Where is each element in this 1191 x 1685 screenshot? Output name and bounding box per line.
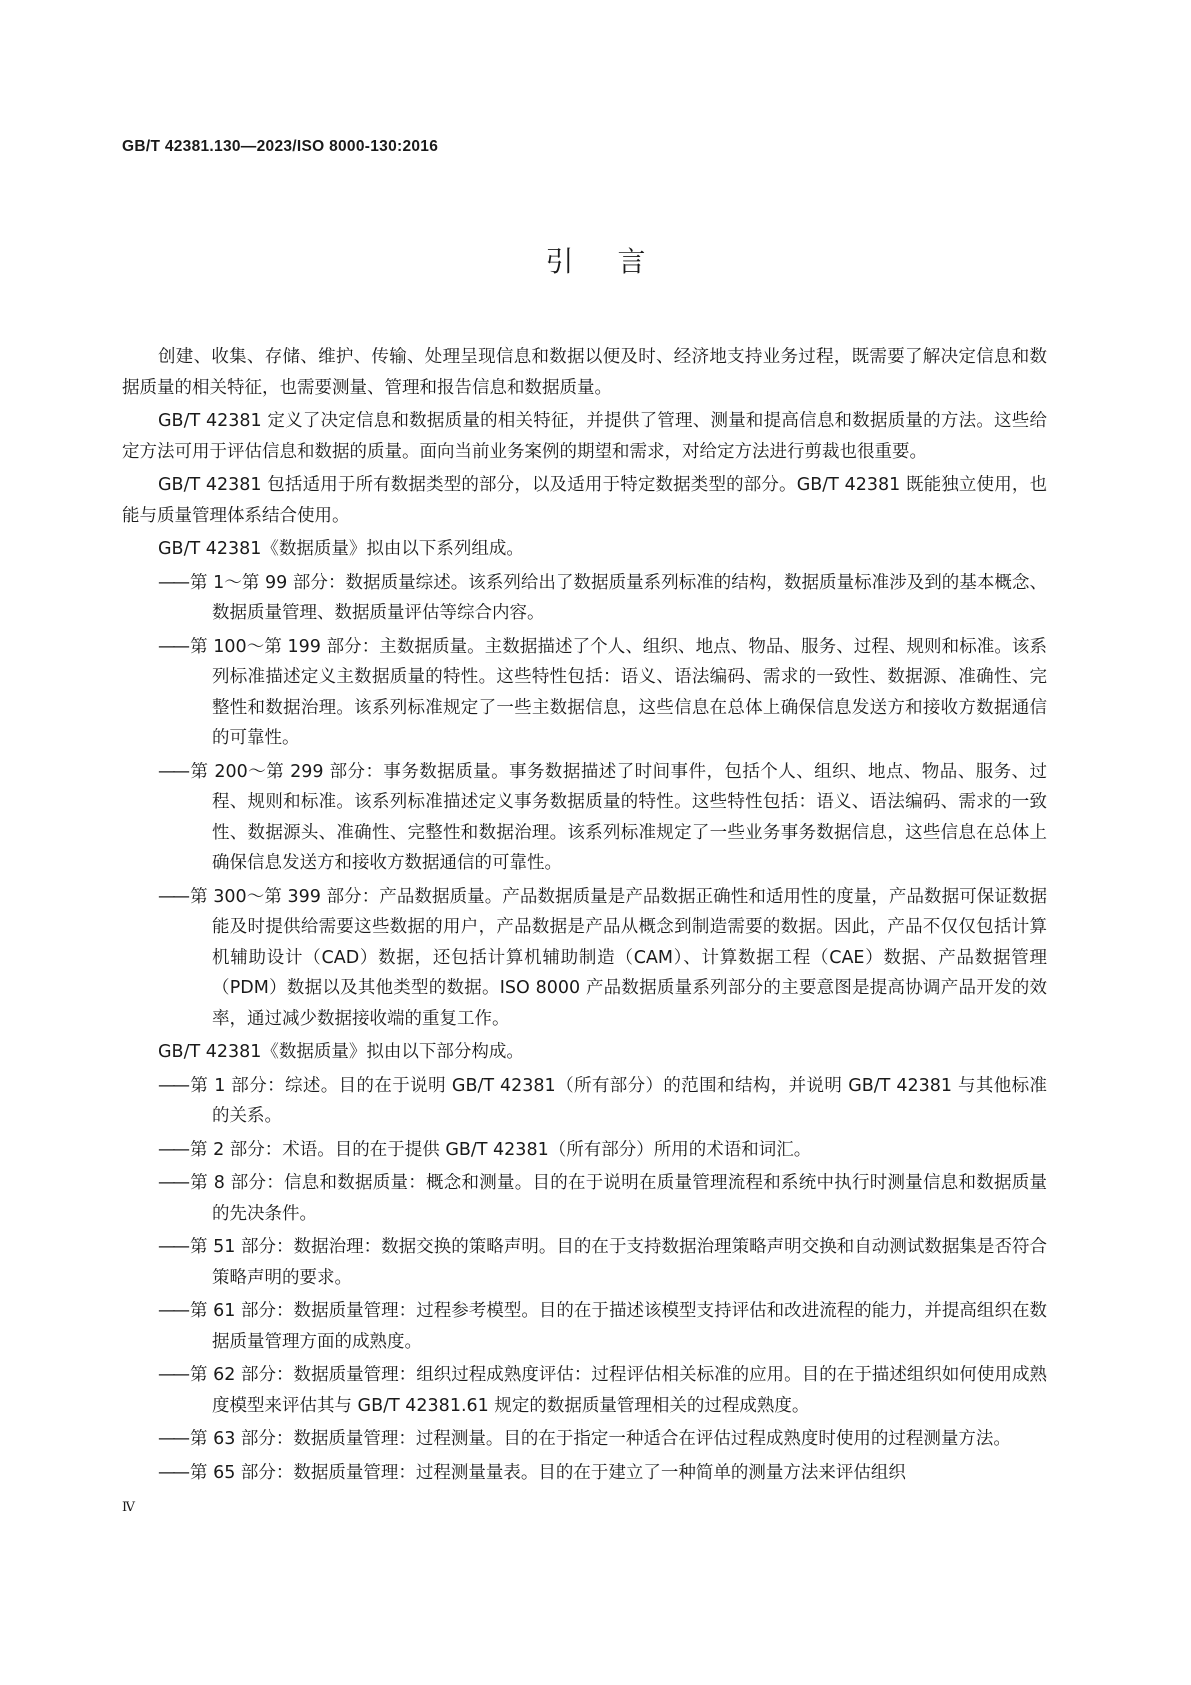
list-item <box>122 1424 1047 1455</box>
list-item-text: 第 1～第 99 部分：数据质量综述。该系列给出了数据质量系列标准的结构，数据质量标准涉及到的基本概念、数据质量管理、数据质量评估等综合内容。 <box>190 572 1047 623</box>
list-item <box>122 757 1047 879</box>
list-item-text: 第 2 部分：术语。目的在于提供 GB/T 42381（所有部分）所用的术语和词汇。 <box>190 1139 812 1160</box>
list-item-text: 第 51 部分：数据治理：数据交换的策略声明。目的在于支持数据治理策略声明交换和自动测试数据集是否符合策略声明的要求。 <box>190 1237 1047 1288</box>
list-item <box>122 632 1047 754</box>
page-title: 引言 <box>545 245 690 278</box>
list-item-text: 第 200～第 299 部分：事务数据质量。事务数据描述了时间事件，包括个人、组织、地点、物品、服务、过程、规则和标准。该系列标准描述定义事务数据质量的特性。这些特性包括：语义、语法编码、需求的一致性、数据源头、准确性、完整性和数据治理。该系列标准规定了一些业务事务数据信息，这些信息在总体上确保信息发送方和接收方数据通信的可靠性。 <box>190 761 1047 873</box>
introduction-body <box>122 342 1047 1491</box>
list-item <box>122 1168 1047 1229</box>
list-item-text: 第 8 部分：信息和数据质量：概念和测量。目的在于说明在质量管理流程和系统中执行时测量信息和数据质量的先决条件。 <box>190 1173 1047 1224</box>
list-item-text: 第 63 部分：数据质量管理：过程测量。目的在于指定一种适合在评估过程成熟度时使用的过程测量方法。 <box>190 1429 1011 1449</box>
list-item <box>122 1071 1047 1132</box>
list-dash: —— <box>158 886 187 907</box>
list-item-text: 第 65 部分：数据质量管理：过程测量量表。目的在于建立了一种简单的测量方法来评估组织 <box>190 1462 906 1483</box>
list-item-text: 第 1 部分：综述。目的在于说明 GB/T 42381（所有部分）的范围和结构，并说明 GB/T 42381 与其他标准的关系。 <box>190 1075 1047 1126</box>
list-item-text: 第 62 部分：数据质量管理：组织过程成熟度评估：过程评估相关标准的应用。目的在于描述组织如何使用成熟度模型来评估其与 GB/T 42381.61 规定的数据质量管理相关的过程成熟度。 <box>190 1365 1047 1416</box>
list-item-text: 第 61 部分：数据质量管理：过程参考模型。目的在于描述该模型支持评估和改进流程的能力，并提高组织在数据质量管理方面的成熟度。 <box>190 1301 1047 1352</box>
list-dash: —— <box>158 1173 187 1193</box>
list-dash: —— <box>158 572 187 593</box>
list-item <box>122 568 1047 629</box>
list-item <box>122 1458 1047 1489</box>
paragraph: GB/T 42381 包括适用于所有数据类型的部分，以及适用于特定数据类型的部分。GB/T 42381 既能独立使用，也能与质量管理体系结合使用。 <box>122 475 1047 526</box>
list-dash: —— <box>158 1365 187 1385</box>
list-dash: —— <box>158 1429 187 1449</box>
paragraph: 创建、收集、存储、维护、传输、处理呈现信息和数据以便及时、经济地支持业务过程，既需要了解决定信息和数据质量的相关特征，也需要测量、管理和报告信息和数据质量。 <box>122 347 1047 398</box>
paragraph: GB/T 42381《数据质量》拟由以下部分构成。 <box>158 1042 524 1062</box>
list-dash: —— <box>158 1301 187 1321</box>
list-dash: —— <box>158 761 187 782</box>
list-dash: —— <box>158 636 187 657</box>
list-item <box>122 1232 1047 1293</box>
list-item <box>122 1135 1047 1166</box>
list-dash: —— <box>158 1139 187 1160</box>
list-item-text: 第 300～第 399 部分：产品数据质量。产品数据质量是产品数据正确性和适用性的度量，产品数据可保证数据能及时提供给需要这些数据的用户，产品数据是产品从概念到制造需要的数据。因此，产品不仅仅包括计算机辅助设计（CAD）数据，还包括计算机辅助制造（CAM）、计算数据工程（CAE）数据、产品数据管理（PDM）数据以及其他类型的数据。ISO 8000 产品数据质量系列部分的主要意图是提高协调产品开发的效率，通过减少数据接收端的重复工作。 <box>190 886 1047 1029</box>
list-dash: —— <box>158 1462 187 1483</box>
list-item <box>122 882 1047 1035</box>
list-item <box>122 1360 1047 1421</box>
list-dash: —— <box>158 1237 187 1257</box>
list-item-text: 第 100～第 199 部分：主数据质量。主数据描述了个人、组织、地点、物品、服务、过程、规则和标准。该系列标准描述定义主数据质量的特性。这些特性包括：语义、语法编码、需求的一致性、数据源、准确性、完整性和数据治理。该系列标准规定了一些主数据信息，这些信息在总体上确保信息发送方和接收方数据通信的可靠性。 <box>190 636 1047 748</box>
paragraph: GB/T 42381《数据质量》拟由以下系列组成。 <box>158 539 524 559</box>
standard-number-header: GB/T 42381.130—2023/ISO 8000-130:2016 <box>122 138 439 155</box>
list-item <box>122 1296 1047 1357</box>
paragraph: GB/T 42381 定义了决定信息和数据质量的相关特征，并提供了管理、测量和提高信息和数据质量的方法。这些给定方法可用于评估信息和数据的质量。面向当前业务案例的期望和需求，对给定方法进行剪裁也很重要。 <box>122 411 1047 462</box>
list-dash: —— <box>158 1075 187 1096</box>
page-number: Ⅳ <box>122 1500 135 1515</box>
